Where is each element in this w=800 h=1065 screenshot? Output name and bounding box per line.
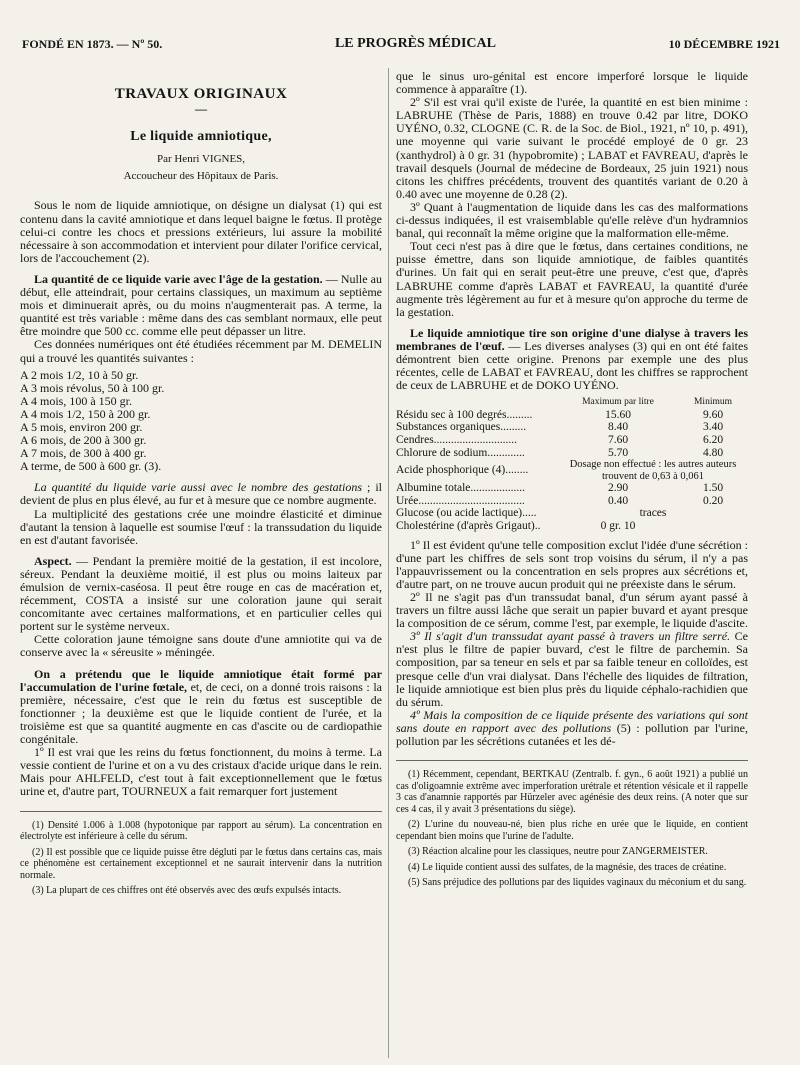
running-header [22, 34, 780, 54]
table-row [396, 434, 748, 447]
list-item: A 6 mois, de 200 à 300 gr. [20, 433, 147, 448]
paragraph-dialyse [396, 327, 748, 392]
list-item: A 4 mois 1/2, 150 à 200 gr. [20, 406, 151, 421]
paragraph-pollutions-italic: 4º Mais la composition de ce liquide présente des variations qui sont sans doute en rapport avec des pollutions [396, 707, 748, 735]
table-cell: 8.40 [607, 421, 629, 434]
quantity-list [20, 369, 382, 474]
composition-table [396, 396, 748, 532]
table-cell: 5.70 [607, 446, 629, 459]
table-row [396, 520, 748, 533]
table-header [396, 396, 558, 409]
paragraph-aspect-body: — Pendant la première moitié de la gestation, il est incolore, séreux. Pendant la deuxième moitié, il est plus ou moins laiteux par émulsion de vernix-caséosa. Il peut être rouge en cas de macération et, récemment, COSTA a insisté sur une coloration jaune qui serait concomitante avec certaines malformations, et en particulier celles qui portent sur le système nerveux. [20, 553, 382, 634]
paragraph-uree: 2º S'il est vrai qu'il existe de l'urée, la quantité en est bien minime : LABRUHE (Thèse de Paris, 1888) en trouve 0.42 par litre, DOKO UYÉNO, 0.32, CLOGNE (C. R. de la Soc. de Biol., 1921, nº 10, p. 491), une moyenne qui varie suivant le procédé employé de 0 gr. 23 (xanthydrol) à 0 gr. 31 (hypobromite) ; LABAT et FAVREAU, d'après le travail desquels (Journal de médecine de Bordeaux, 25 juin 1921) nous citons les chiffres précédents, trouvent des quantités variant de 0.20 à 0.40 avec une moyenne de 0.28 (2). [396, 95, 748, 201]
table-header: Minimum [693, 397, 732, 408]
table-cell: Urée..................................... [396, 494, 525, 507]
paragraph-demelin: Ces données numériques ont été étudiées récemment par M. DEMELIN qui a trouvé les quantités suivantes : [20, 337, 382, 365]
paragraph-aspect [20, 555, 382, 634]
footnote: (1) Récemment, cependant, BERTKAU (Zentralb. f. gyn., 6 août 1921) a publié un cas d'oligoamnie extrême avec imperforation urétrale et rétention vésicale et il rappelle 3 cas d'anamnie rapportés par Hürzeler avec agénésie des deux reins. (A noter que sur ces 4 cas, il y avait 3 présentations du siège). [396, 769, 748, 815]
footnote: (3) Réaction alcaline pour les classiques, neutre pour ZANGERMEISTER. [408, 846, 708, 858]
paragraph-filtre-body: Ce n'est plus le filtre de papier buvard, c'est le filtre de parchemin. Sa composition, par sa teneur en sels et par sa faible teneur en colloïdes, est presque celle d'un vrai dialysat. Dans l'échelle des liquides de filtration, le liquide amniotique est bien plus près du liquide céphalo-rachidien que du sérum. [396, 629, 748, 709]
paragraph-filtre-italic: 3º Il s'agit d'un transsudat ayant passé à travers un filtre serré. [410, 629, 731, 644]
list-item: A 3 mois révolus, 50 à 100 gr. [20, 380, 165, 395]
table-row [396, 459, 748, 482]
paragraph-quantity [20, 273, 382, 338]
paragraph-intro: Sous le nom de liquide amniotique, on désigne un dialysat (1) qui est contenu dans la cavité amniotique et dans lequel baigne le fœtus. Il protège celui-ci contre les chocs et pressions extérieurs, lui assure la mobilité nécessaire à son accommodation et intervient pour dilater l'orifice cervical, lors de l'accouchement (2). [20, 198, 382, 265]
table-cell: 6.20 [702, 434, 724, 447]
paragraph-dialyse-heading: Le liquide amniotique tire son origine d'une dialyse à travers les membranes de l'œuf. [396, 325, 748, 353]
paragraph-urines: Tout ceci n'est pas à dire que le fœtus, dans certaines conditions, ne puisse émettre, dans son liquide amniotique, de faibles quantités d'urines. Un fait qui en serait peut-être une preuve, c'est que, d'après LABRUHE comme d'après LABAT et FAVREAU, la quantité d'urée augmente très légèrement au fur et à mesure qu'on approche du terme de la gestation. [396, 239, 748, 319]
paragraph-kidneys: 1º Il est vrai que les reins du fœtus fonctionnent, du moins à terme. La vessie contient de l'urine et on a vu des cristaux d'acide urique dans le rein. Mais pour AHLFELD, c'est tout à fait exceptionnellement que le fœtus urine et, d'autre part, TOURNEUX a fait remarquer fort justement [20, 745, 382, 799]
footnote: (2) L'urine du nouveau-né, bien plus riche en urée que le liquide, en contient cependant bien moins que l'urine de l'adulte. [396, 819, 748, 842]
header-date: 10 DÉCEMBRE 1921 [668, 36, 780, 51]
paragraph-secretion: 1º Il est évident qu'une telle composition exclut l'idée d'une sécrétion : d'une part les chiffres de sels sont trop voisins du sérum, il n'y a pas l'appauvrissement ou la concentration en sels propres aux sécrétions et, d'autre part, on ne trouve aucun produit qui ne préexiste dans le sérum. [396, 537, 748, 591]
paragraph-quantity-body: — Nulle au début, elle atteindrait, pour certains classiques, un maximum au septième mois et diminuerait après, ou du moins n'augmenterait pas. A terme, la quantité est très variable : même dans des cas semblant normaux, elle peut être moindre que 500 cc. comme elle peut dépasser un litre. [20, 271, 382, 339]
table-cell: 2.90 [607, 482, 629, 495]
table-cell: Acide phosphorique (4)........ [396, 464, 529, 477]
paragraph-urine-body: et, de ceci, on a donné trois raisons : la première, nécessaire, c'est que le rein du fœtus est susceptible de fonctionner ; la deuxième est que le liquide contient de l'urée, et la troisième est que sa quantité augmente en cas d'ascite ou de cardiopathie congénitale. [20, 679, 382, 747]
table-cell: 15.60 [605, 408, 631, 421]
table-cell: Résidu sec à 100 degrés......... [396, 408, 533, 421]
table-cell: Cendres............................. [396, 434, 518, 447]
paragraph-coloration: Cette coloration jaune témoigne sans doute d'une amniotite qui va de conserve avec la « séreusite » méningée. [20, 632, 382, 660]
table-cell: Glucose (ou acide lactique)..... [396, 507, 537, 520]
author-byline: Par Henri VIGNES, [156, 153, 246, 166]
paragraph-urine-theory [20, 668, 382, 747]
column-divider [388, 68, 389, 1058]
paragraph-transsudat: 2º Il ne s'agit pas d'un transsudat banal, d'un sérum ayant passé à travers un filtre aussi lâche que serait un papier buvard et ayant presque la composition de ce sérum, comme l'est, par exemple, le liquide d'ascite. [396, 589, 748, 631]
footnote-rule [20, 811, 382, 812]
list-item: A 5 mois, environ 200 gr. [20, 419, 143, 434]
table-cell: Albumine totale................... [396, 482, 526, 495]
table-cell: 0.40 [607, 494, 629, 507]
table-cell: 0 gr. 10 [600, 520, 636, 532]
article-title: Le liquide amniotique, [130, 129, 272, 145]
table-cell: Substances organiques......... [396, 421, 527, 434]
list-item: A terme, de 500 à 600 gr. (3). [20, 459, 162, 474]
table-cell: traces [639, 507, 667, 520]
table-row [396, 409, 748, 422]
table-header: Maximum par litre [582, 397, 654, 408]
table-row [396, 507, 748, 520]
right-column [396, 70, 748, 893]
table-row [396, 495, 748, 508]
paragraph-filtre [396, 630, 748, 709]
table-row [396, 447, 748, 460]
list-item: A 4 mois, 100 à 150 gr. [20, 393, 133, 408]
list-item: A 7 mois, de 300 à 400 gr. [20, 446, 147, 461]
section-title: TRAVAUX ORIGINAUX [114, 86, 288, 102]
table-cell: Dosage non effectué : les autres auteurs trouvent de 0,63 à 0,061 [569, 459, 737, 482]
paragraph-gestations-italic: La quantité du liquide varie aussi avec le nombre des gestations [34, 480, 363, 495]
paragraph-quantity-heading: La quantité de ce liquide varie avec l'âge de la gestation. [34, 271, 323, 286]
footnote: (3) La plupart de ces chiffres ont été observés avec des œufs expulsés intacts. [32, 885, 342, 896]
paragraph-elasticity: La multiplicité des gestations crée une moindre élasticité et diminue d'autant la tension à laquelle est soumise l'œuf : la transsudation du liquide en est d'autant favorisée. [20, 506, 382, 547]
table-cell: 1.50 [702, 482, 724, 495]
paragraph-urine-heading: On a prétendu que le liquide amniotique était formé par l'accumulation de l'urine fœtale, [20, 666, 382, 694]
table-row [396, 482, 748, 495]
footnote: (2) Il est possible que ce liquide puisse être dégluti par le fœtus dans certains cas, mais ce phénomène est certainement exceptionnel et ne saurait intervenir dans la nutrition normale. [20, 846, 382, 881]
header-issue: FONDÉ EN 1873. — Nº 50. [22, 36, 163, 51]
paragraph-aspect-heading: Aspect. [34, 553, 72, 568]
paragraph-malformations: 3º Quant à l'augmentation de liquide dans les cas des malformations ci-dessus indiquées, il est vraisemblable qu'elle relève d'un hydramnios banal, qui reconnaît la même origine que la malformation elle-même. [396, 199, 748, 241]
footnote: (1) Densité 1.006 à 1.008 (hypotonique par rapport au sérum). La concentration en électrolyte est inférieure à celle du sérum. [20, 819, 382, 842]
section-dash: — [195, 102, 207, 117]
footnote: (4) Le liquide contient aussi des sulfates, de la magnésie, des traces de créatine. [408, 861, 727, 873]
paragraph-gestations-body: ; il devient de plus en plus élevé, au fur et à mesure que ce nombre augmente. [20, 480, 382, 508]
table-cell: 4.80 [702, 446, 724, 459]
paragraph-gestations [20, 481, 382, 507]
footnote: (5) Sans préjudice des pollutions par des liquides vaginaux du méconium et du sang. [408, 877, 747, 889]
list-item: A 2 mois 1/2, 10 à 50 gr. [20, 367, 139, 382]
table-cell: 0.20 [702, 494, 724, 507]
table-header-row [396, 396, 748, 409]
paragraph-sinus: que le sinus uro-génital est encore imperforé lorsque le liquide commence à apparaître (1). [396, 69, 748, 97]
table-cell: Cholestérine (d'après Grigaut).. [396, 520, 541, 532]
left-column [20, 70, 382, 901]
header-journal-title: LE PROGRÈS MÉDICAL [334, 36, 496, 51]
paragraph-pollutions-body: (5) : pollution par l'urine, pollution par les sécrétions cutanées et les dé- [396, 720, 748, 748]
table-cell: Chlorure de sodium............. [396, 446, 525, 459]
paragraph-pollutions [396, 709, 748, 748]
table-cell: 3.40 [702, 421, 724, 434]
table-cell: 7.60 [607, 434, 629, 447]
table-row [396, 421, 748, 434]
footnote-rule [396, 760, 748, 761]
paragraph-dialyse-body: — Les diverses analyses (3) qui en ont été faites démontrent bien cette origine. Prenons par exemple une des plus récentes, celle de LABAT et FAVREAU, dont les chiffres se rapprochent de ceux de LABRUHE et de DOKO UYÉNO. [396, 338, 748, 393]
table-cell: 9.60 [702, 408, 724, 421]
author-affiliation: Accoucheur des Hôpitaux de Paris. [123, 170, 279, 183]
